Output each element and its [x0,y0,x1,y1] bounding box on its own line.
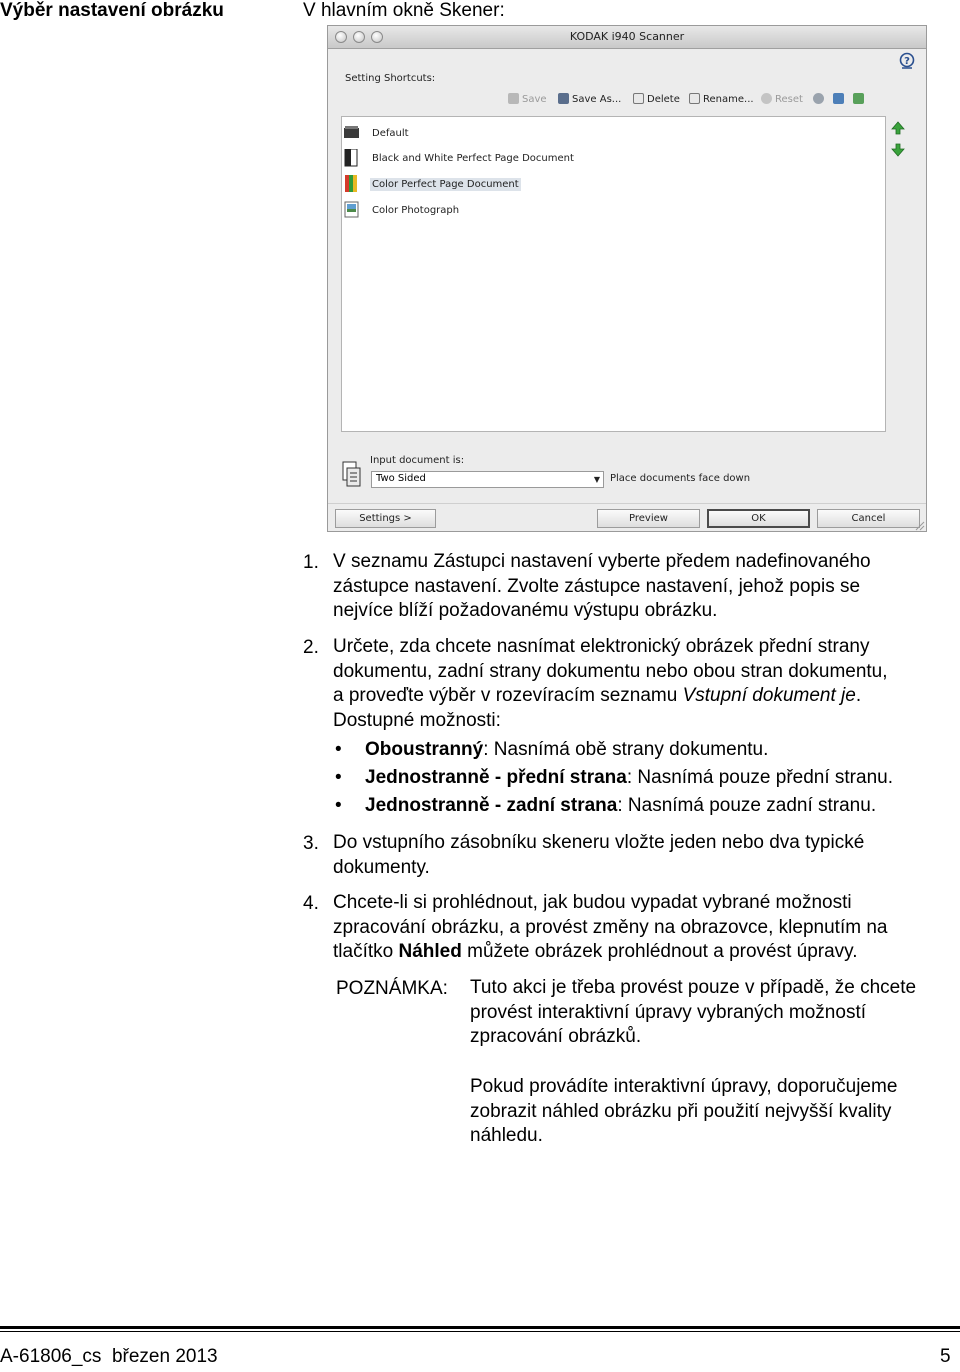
settings-tools-icon-2[interactable] [853,93,867,105]
window-title: KODAK i940 Scanner [569,30,685,43]
step-number: 2. [303,637,319,658]
note-paragraph: Pokud provádíte interaktivní úpravy, doporučujeme zobrazit náhled obrázku při použití nejvyšší kvality náhledu. [470,1076,898,1146]
step-number: 4. [303,893,319,914]
reset-button[interactable]: Reset [761,93,803,105]
footer-rule [0,1331,960,1332]
step-2-text: Určete, zda chcete nasnímat elektronický obrázek přední strany dokumentu, zadní strany dokumentu nebo obou stran dokumentu, a proveďte výběr v rozevíracím seznamu Vstupní dokument je. Dostupné možnosti: [333,636,888,731]
step-number: 1. [303,552,319,573]
delete-button[interactable]: Delete [633,93,680,105]
input-document-select[interactable] [371,471,604,488]
scanner-window [327,25,927,532]
rename-button[interactable]: Rename... [689,93,754,105]
preview-button[interactable]: Preview [597,509,700,528]
settings-button[interactable]: Settings > [335,509,436,528]
setting-shortcuts-list[interactable]: Default Black and White Perfect Page Document Color Perfect Page Document Color Photograph [341,116,886,432]
input-document-label: Input document is: [370,455,465,466]
move-up-arrow-icon[interactable] [891,121,905,135]
scanner-icon [344,124,359,142]
save-as-button[interactable]: Save As... [558,93,621,105]
photo-icon [344,201,359,219]
color-document-icon [344,175,359,193]
floppy-disk-icon [558,93,569,104]
page-number: 5 [940,1346,951,1367]
input-document-value: Two Sided [376,473,426,484]
delete-document-icon [633,93,644,104]
title-bar [328,26,926,49]
floppy-disk-icon [508,93,519,104]
cancel-button[interactable]: Cancel [817,509,920,528]
settings-tools-icon[interactable] [833,93,847,105]
help-icon[interactable] [898,52,916,72]
note-paragraph: Tuto akci je třeba provést pouze v případě, že chcete provést interaktivní úpravy vybraných možností zpracování obrázků. [470,977,917,1047]
save-button[interactable]: Save [508,93,547,105]
step-4-text: Chcete-li si prohlédnout, jak budou vypadat vybrané možnosti zpracování obrázku, a provést změny na obrazovce, klepnutím na tlačítko Náhled můžete obrázek prohlédnout a provést úpravy. [333,892,888,962]
rename-document-icon [689,93,700,104]
button-row [328,503,926,532]
resize-grip-icon[interactable] [913,519,925,531]
chevron-down-icon: ▼ [593,475,600,484]
gear-icon[interactable] [813,93,827,105]
move-down-arrow-icon[interactable] [891,143,905,157]
setting-shortcuts-label: Setting Shortcuts: [345,73,436,84]
step-number: 3. [303,833,319,854]
svg-text:?: ? [904,56,910,67]
reset-arrow-icon [761,93,772,104]
footer-rule [0,1326,960,1329]
ok-button[interactable]: OK [707,509,810,528]
two-sided-document-icon [342,461,362,489]
section-title: Výběr nastavení obrázku [0,0,224,21]
step-3-text: Do vstupního zásobníku skeneru vložte jeden nebo dva typické dokumenty. [333,832,865,878]
bw-document-icon [344,149,359,167]
footer-doc-id: A-61806_cs březen 2013 [0,1346,218,1367]
intro-text: V hlavním okně Skener: [303,0,505,21]
note-label: POZNÁMKA: [336,978,448,999]
face-down-hint: Place documents face down [610,473,751,484]
step-1-text: V seznamu Zástupci nastavení vyberte předem nadefinovaného zástupce nastavení. Zvolte zástupce nastavení, jehož popis se nejvíce blíží požadovanému výstupu obrázku. [333,551,871,621]
